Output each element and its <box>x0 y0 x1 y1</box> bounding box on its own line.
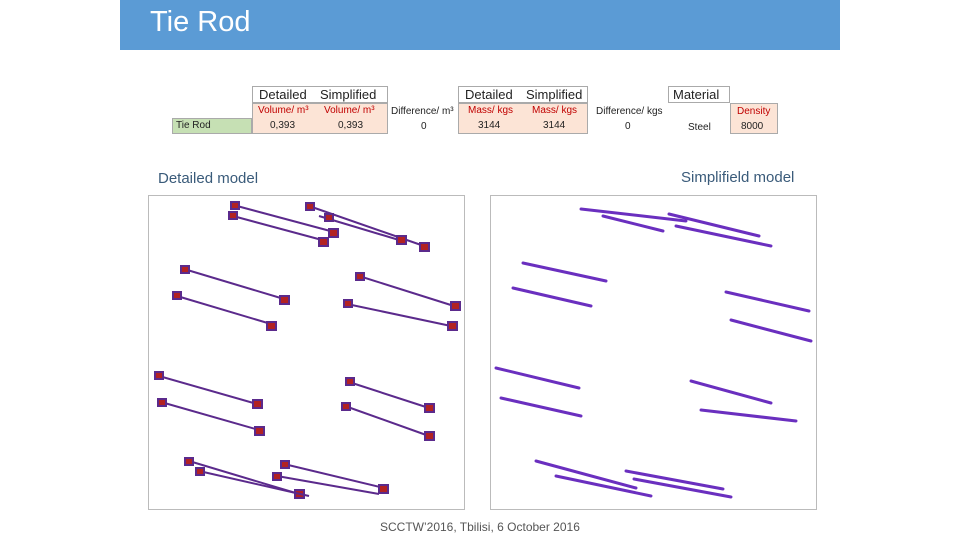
diff1-label: Difference/ m³ <box>391 106 454 117</box>
group2-simplified-header: Simplified <box>526 87 583 102</box>
row-label: Tie Rod <box>176 120 211 131</box>
detailed-model-drawing <box>149 196 464 509</box>
simplified-model-drawing <box>491 196 816 509</box>
detailed-model-caption: Detailed model <box>158 170 259 187</box>
material-value: Steel <box>688 122 711 133</box>
group1-simplified-header: Simplified <box>320 87 377 102</box>
group2-detailed-header: Detailed <box>465 87 513 102</box>
group1-detailed-header: Detailed <box>259 87 307 102</box>
group2-simplified-unit: Mass/ kgs <box>532 105 578 116</box>
diff2-label: Difference/ kgs <box>596 106 663 117</box>
group2-simplified-value: 3144 <box>543 120 566 131</box>
density-label: Density <box>737 106 771 117</box>
simplified-model-caption: Simplifield model <box>681 169 795 186</box>
diff1-value: 0 <box>421 121 427 132</box>
simplified-model-image <box>490 195 817 510</box>
group1-detailed-value: 0,393 <box>270 120 296 131</box>
density-value: 8000 <box>741 121 764 132</box>
group1-detailed-unit: Volume/ m³ <box>258 105 309 116</box>
group2-detailed-unit: Mass/ kgs <box>468 105 514 116</box>
detailed-model-image <box>148 195 465 510</box>
slide-title: Tie Rod <box>150 6 251 38</box>
material-header: Material <box>673 87 720 102</box>
diff2-value: 0 <box>625 121 631 132</box>
group1-simplified-value: 0,393 <box>338 120 364 131</box>
slide-footer: SCCTW’2016, Tbilisi, 6 October 2016 <box>380 520 580 534</box>
group1-simplified-unit: Volume/ m³ <box>324 105 375 116</box>
title-bar <box>120 0 840 50</box>
group2-detailed-value: 3144 <box>478 120 501 131</box>
